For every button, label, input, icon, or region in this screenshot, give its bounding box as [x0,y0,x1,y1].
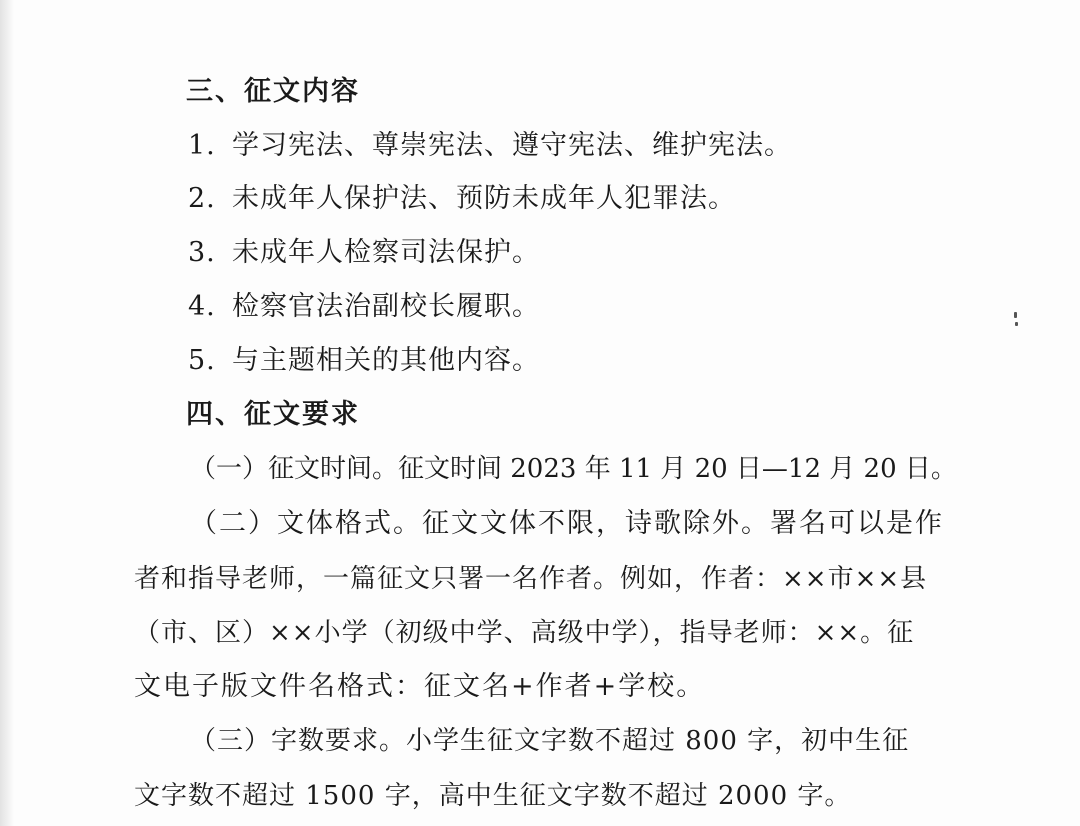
content-item-5 [188,343,540,379]
section-3-heading: 三、征文内容 [186,76,360,107]
item-number: 2. [188,183,216,214]
item-number: 5. [188,345,216,376]
content-item-4 [188,289,540,325]
item-text: 检察官法治副校长履职。 [232,291,540,322]
content-item-1 [188,128,792,164]
item-text: 未成年人检察司法保护。 [232,237,540,268]
item-text: 学习宪法、尊崇宪法、遵守宪法、维护宪法。 [232,130,792,161]
requirement-format-line-2: 者和指导老师，一篇征文只署一名作者。例如，作者：××市××县 [134,564,928,594]
item-text: 与主题相关的其他内容。 [232,345,540,376]
requirement-format-line-3: （市、区）××小学（初级中学、高级中学），指导老师：××。征 [134,618,915,648]
item-number: 1. [188,130,216,161]
item-text: 未成年人保护法、预防未成年人犯罪法。 [232,183,736,214]
content-item-2 [188,181,736,217]
scan-speck-mark [1015,322,1018,326]
requirement-format-line-4: 文电子版文件名格式：征文名+作者+学校。 [134,671,706,702]
page-edge-shadow [0,0,14,826]
item-number: 4. [188,291,216,322]
requirement-length-line-2: 文字数不超过 1500 字，高中生征文字数不超过 2000 字。 [134,781,852,811]
requirement-time-paragraph: （一）征文时间。征文时间 2023 年 11 月 20 日—12 月 20 日。 [190,454,957,484]
requirement-length-line-1: （三）字数要求。小学生征文字数不超过 800 字，初中生征 [190,726,910,756]
section-4-heading: 四、征文要求 [186,399,360,430]
content-item-3 [188,235,540,271]
requirement-format-line-1: （二）文体格式。征文文体不限，诗歌除外。署名可以是作 [190,508,944,539]
item-number: 3. [188,237,216,268]
scan-speck-mark [1014,312,1017,318]
